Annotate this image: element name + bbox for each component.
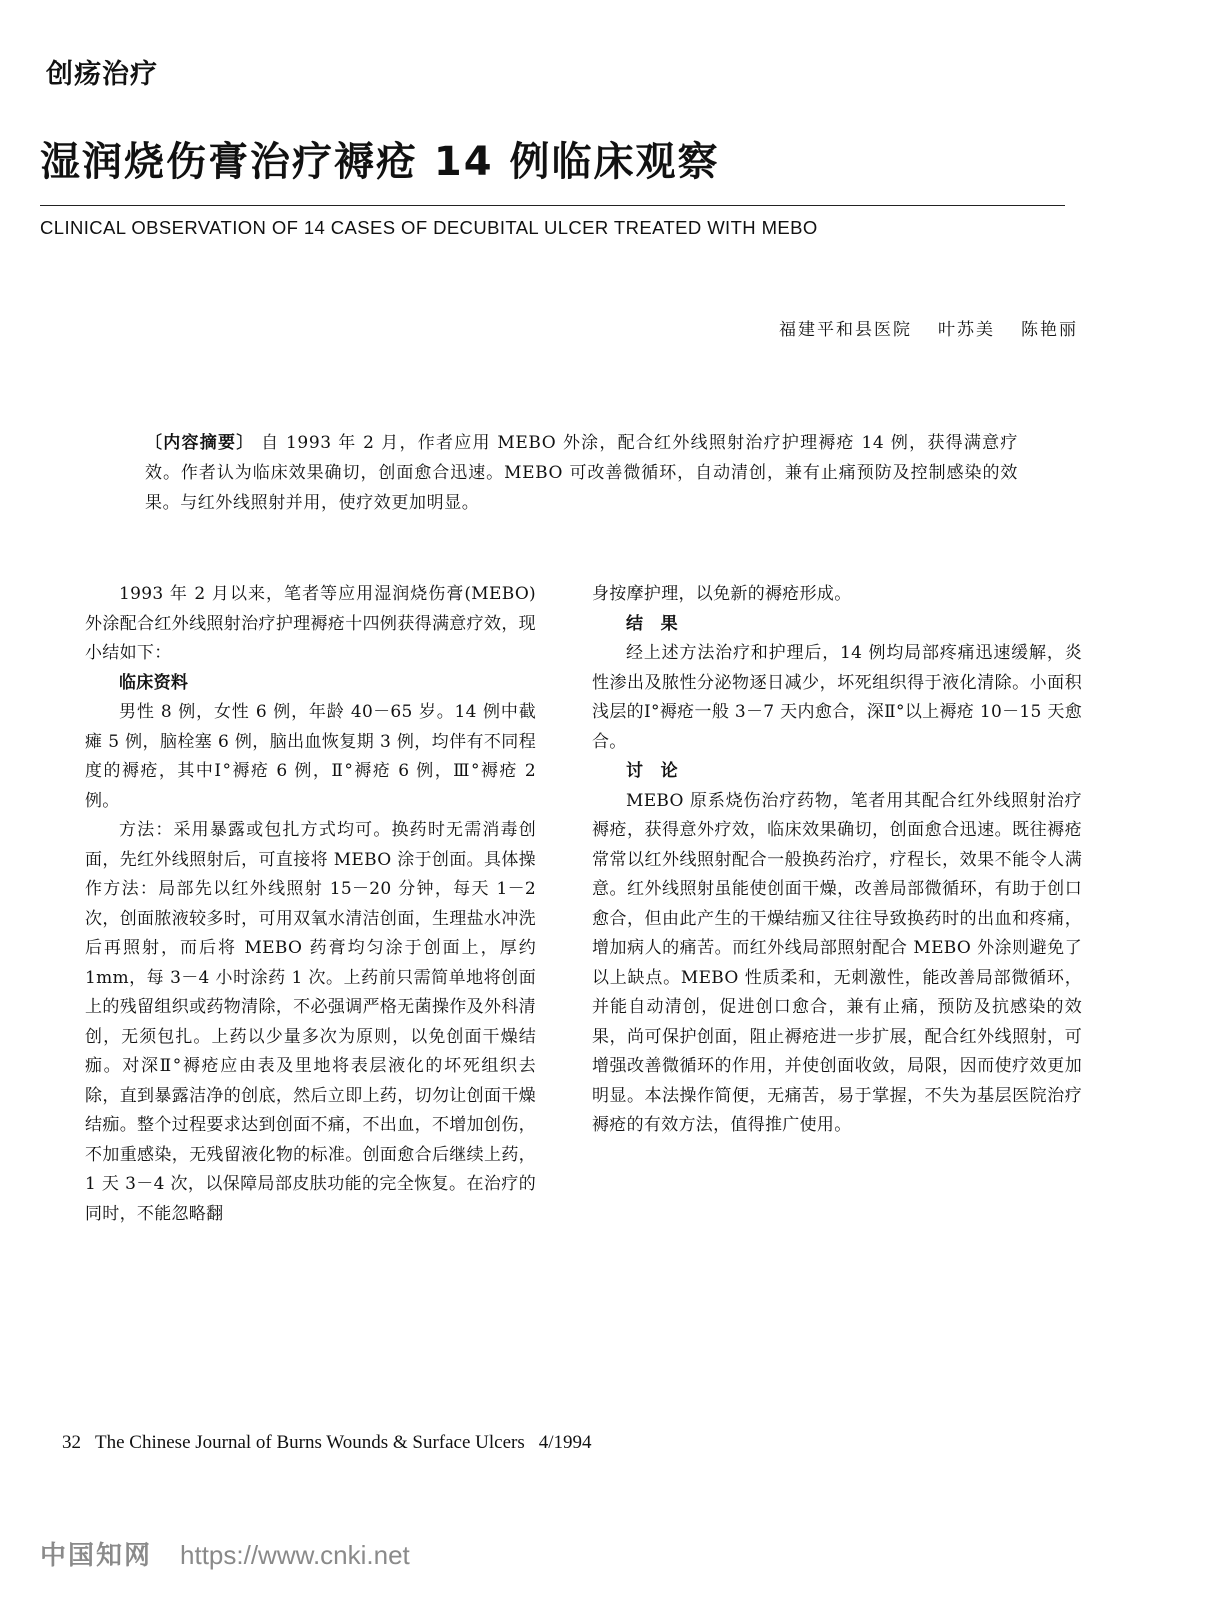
intro-paragraph: 1993 年 2 月以来，笔者等应用湿润烧伤膏(MEBO)外涂配合红外线照射治疗护理褥疮十四例获得满意疗效，现小结如下：: [85, 584, 536, 663]
author-line: [753, 315, 1078, 340]
page-footer: [62, 1432, 606, 1454]
abstract-label: 〔内容摘要〕: [145, 433, 255, 453]
clinical-paragraph: 男性 8 例，女性 6 例，年龄 40－65 岁。14 例中截瘫 5 例，脑栓塞 6 例，脑出血恢复期 3 例，均伴有不同程度的褥疮，其中Ⅰ°褥疮 6 例，Ⅱ°褥疮 6 例，Ⅲ°褥疮 2 例。: [85, 702, 536, 811]
article-title-english: CLINICAL OBSERVATION OF 14 CASES OF DECUBITAL ULCER TREATED WITH MEBO: [40, 217, 818, 238]
body-column-right: [592, 580, 1082, 1141]
cnki-logo: 中国知网: [40, 1540, 153, 1570]
abstract-text: 自 1993 年 2 月，作者应用 MEBO 外涂，配合红外线照射治疗护理褥疮 14 例，获得满意疗效。作者认为临床效果确切，创面愈合迅速。MEBO 可改善微循环，自动清创，兼有止痛预防及控制感染的效果。与红外线照射并用，使疗效更加明显。: [145, 433, 1018, 513]
page-number: 32: [62, 1432, 81, 1453]
author-name: 叶苏美: [938, 320, 995, 340]
heading-discussion: 讨 论: [626, 761, 678, 781]
heading-results: 结 果: [626, 613, 678, 634]
cnki-watermark: [40, 1535, 410, 1572]
article-title: 湿润烧伤膏治疗褥疮 14 例临床观察: [40, 139, 720, 185]
method-paragraph-continued: 身按摩护理，以免新的褥疮形成。: [592, 584, 852, 604]
title-divider: [40, 205, 1065, 206]
cnki-url: https://www.cnki.net: [180, 1540, 410, 1570]
affiliation: 福建平和县医院: [779, 320, 912, 340]
heading-clinical-data: 临床资料: [119, 672, 189, 693]
results-paragraph: 经上述方法治疗和护理后，14 例均局部疼痛迅速缓解，炎性渗出及脓性分泌物逐日减少，坏死组织得于液化清除。小面积浅层的Ⅰ°褥疮一般 3－7 天内愈合，深Ⅱ°以上褥疮 10－15 天愈合。: [592, 643, 1082, 752]
author-name: 陈艳丽: [1021, 320, 1078, 340]
abstract: [145, 428, 1018, 518]
section-label: 创疡治疗: [46, 59, 158, 90]
method-paragraph: 方法：采用暴露或包扎方式均可。换药时无需消毒创面，先红外线照射后，可直接将 MEBO 涂于创面。具体操作方法：局部先以红外线照射 15－20 分钟，每天 1－2 次，创面脓液较多时，可用双氧水清洁创面，生理盐水冲洗后再照射，而后将 MEBO 药膏均匀涂于创面上，厚约 1mm，每 3－4 小时涂药 1 次。上药前只需简单地将创面上的残留组织或药物清除，不必强调严格无菌操作及外科清创，无须包扎。上药以少量多次为原则，以免创面干燥结痂。对深Ⅱ°褥疮应由表及里地将表层液化的坏死组织去除，直到暴露洁净的创底，然后立即上药，切勿让创面干燥结痂。整个过程要求达到创面不痛，不出血，不增加创伤，不加重感染，无残留液化物的标准。创面愈合后继续上药，1 天 3－4 次，以保障局部皮肤功能的完全恢复。在治疗的同时，不能忽略翻: [85, 820, 536, 1224]
journal-name: The Chinese Journal of Burns Wounds & Surface Ulcers: [95, 1432, 525, 1453]
body-column-left: [85, 580, 536, 1229]
journal-issue: 4/1994: [538, 1432, 592, 1453]
discussion-paragraph: MEBO 原系烧伤治疗药物，笔者用其配合红外线照射治疗褥疮，获得意外疗效，临床效果确切，创面愈合迅速。既往褥疮常常以红外线照射配合一般换药治疗，疗程长，效果不能令人满意。红外线照射虽能使创面干燥，改善局部微循环，有助于创口愈合，但由此产生的干燥结痂又往往导致换药时的出血和疼痛，增加病人的痛苦。而红外线局部照射配合 MEBO 外涂则避免了以上缺点。MEBO 性质柔和，无刺激性，能改善局部微循环，并能自动清创，促进创口愈合，兼有止痛，预防及抗感染的效果，尚可保护创面，阻止褥疮进一步扩展，配合红外线照射，可增强改善微循环的作用，并使创面收敛，局限，因而使疗效更加明显。本法操作简便，无痛苦，易于掌握，不失为基层医院治疗褥疮的有效方法，值得推广使用。: [592, 790, 1082, 1135]
